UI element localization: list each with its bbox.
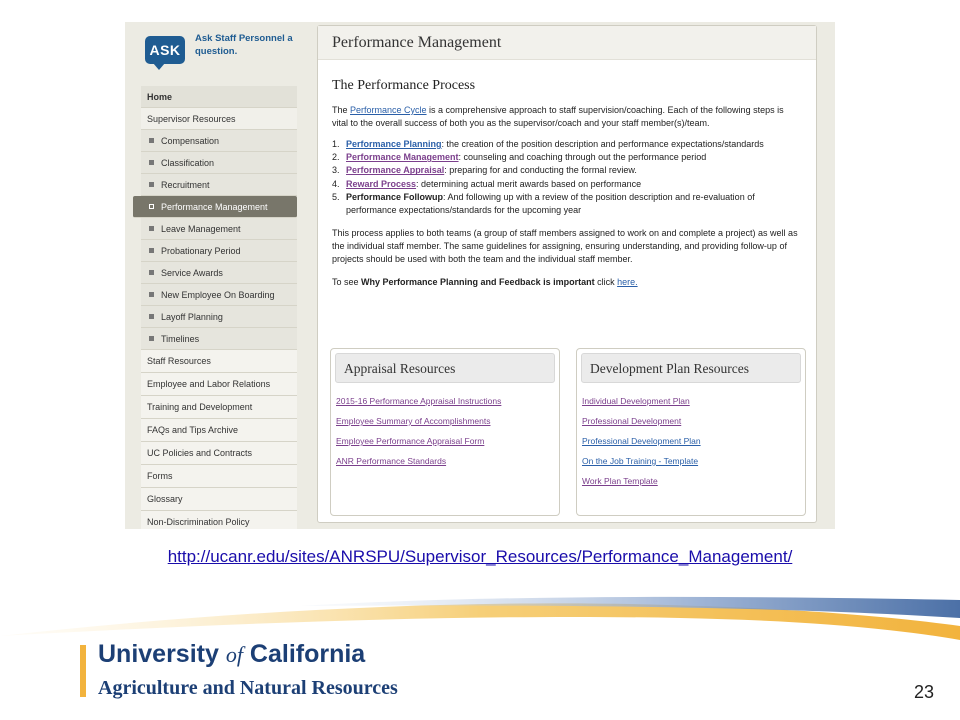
reward-process-link[interactable]: Reward Process <box>346 178 417 189</box>
nav-item-forms[interactable]: Forms <box>141 465 297 488</box>
uc-title-pre: University <box>98 640 226 668</box>
nav-item-label: Layoff Planning <box>161 312 223 322</box>
step-number: 4. <box>332 178 340 189</box>
intro-paragraph <box>332 104 802 130</box>
list-item <box>332 138 802 151</box>
university-of-california-logo <box>98 640 365 669</box>
bullet-icon <box>149 204 154 209</box>
nav-item-supervisor-resources[interactable]: Supervisor Resources <box>141 108 297 130</box>
nav-item-faqs-tips-archive[interactable]: FAQs and Tips Archive <box>141 419 297 442</box>
uc-title-post: California <box>242 640 366 668</box>
nav-item-uc-policies-contracts[interactable]: UC Policies and Contracts <box>141 442 297 465</box>
nav-item-classification[interactable] <box>141 152 297 174</box>
nav-item-timelines[interactable] <box>141 328 297 350</box>
bullet-icon <box>149 248 154 253</box>
uc-logo-bar <box>80 645 86 697</box>
step-text: : counseling and coaching through out the performance period <box>458 152 707 163</box>
here-link[interactable]: here. <box>617 277 638 288</box>
bullet-icon <box>149 336 154 341</box>
see-bold: Why Performance Planning and Feedback is important <box>361 277 595 288</box>
intro-pre: The <box>332 105 351 115</box>
nav-item-performance-management[interactable] <box>133 196 297 218</box>
individual-development-plan-link[interactable]: Individual Development Plan <box>582 396 690 406</box>
intro-post: is a comprehensive approach to staff supervision/coaching. Each of the following steps is vital to the overall success of both you as the supervisor/coach and your staff member(s)/team. <box>332 105 784 128</box>
anr-performance-standards-link[interactable]: ANR Performance Standards <box>336 456 447 466</box>
performance-planning-link[interactable]: Performance Planning <box>346 139 442 149</box>
list-item <box>332 178 802 191</box>
teams-paragraph: This process applies to both teams (a group of staff members assigned to work on and complete a project) as well as the individual staff member. The same guidelines for assigning, ensuring understanding, and providing follow-up of projects should be used with both the team and the individual staff member. <box>332 228 798 265</box>
ask-text: Ask Staff Personnel a question. <box>195 33 293 57</box>
see-paragraph <box>332 276 802 289</box>
agriculture-natural-resources-label: Agriculture and Natural Resources <box>98 677 398 699</box>
bullet-icon <box>149 292 154 297</box>
step-text: : determining actual merit awards based on performance <box>416 178 642 189</box>
nav-item-probationary-period[interactable] <box>141 240 297 262</box>
list-item <box>332 191 802 217</box>
appraisal-instructions-link[interactable]: 2015-16 Performance Appraisal Instructions <box>336 396 502 406</box>
nav-item-employee-labor-relations[interactable]: Employee and Labor Relations <box>141 373 297 396</box>
page-number: 23 <box>913 682 934 702</box>
nav-item-layoff-planning[interactable] <box>141 306 297 328</box>
nav-item-leave-management[interactable] <box>141 218 297 240</box>
bullet-icon <box>149 226 154 231</box>
nav-item-label: Probationary Period <box>161 246 241 256</box>
list-item <box>332 151 802 164</box>
step-number: 3. <box>332 165 340 176</box>
nav-item-non-discrimination-policy[interactable]: Non-Discrimination Policy <box>141 511 297 529</box>
development-plan-resources-title: Development Plan Resources <box>581 353 801 383</box>
list-item <box>332 164 802 177</box>
page-title: Performance Management <box>318 26 816 60</box>
appraisal-resources-box <box>330 348 560 516</box>
professional-development-link[interactable]: Professional Development <box>582 416 682 426</box>
on-the-job-training-link[interactable]: On the Job Training - Template <box>582 456 699 466</box>
source-url-link[interactable]: http://ucanr.edu/sites/ANRSPU/Supervisor_Resources/Performance_Management/ <box>167 547 793 566</box>
ask-badge-icon: ASK <box>145 36 185 64</box>
development-links <box>582 391 805 491</box>
step-text: : preparing for and conducting the formal review. <box>444 165 637 176</box>
ask-staff-personnel-link[interactable] <box>145 32 315 72</box>
nav-item-training-development[interactable]: Training and Development <box>141 396 297 419</box>
bullet-icon <box>149 182 154 187</box>
nav-item-label: Service Awards <box>161 268 223 278</box>
performance-management-link[interactable]: Performance Management <box>346 152 459 163</box>
step-text: : the creation of the position description and performance expectations/standards <box>441 139 764 149</box>
resource-boxes <box>330 348 808 516</box>
performance-followup-label: Performance Followup <box>346 191 444 202</box>
step-text: : And following up with a review of the position description and re-evaluation of performance expectations/standards for the upcoming year <box>346 191 755 216</box>
bullet-icon <box>149 160 154 165</box>
nav-item-label: Performance Management <box>161 202 268 212</box>
bullet-icon <box>149 138 154 143</box>
sidebar <box>137 22 312 529</box>
nav-item-label: Classification <box>161 158 215 168</box>
nav-item-label: Leave Management <box>161 224 241 234</box>
nav-item-label: New Employee On Boarding <box>161 290 275 300</box>
nav-item-label: Compensation <box>161 136 220 146</box>
sidebar-nav <box>141 86 297 529</box>
see-pre: To see <box>332 277 362 288</box>
nav-item-recruitment[interactable] <box>141 174 297 196</box>
step-number: 5. <box>332 191 340 202</box>
development-plan-resources-box <box>576 348 806 516</box>
webpage-screenshot <box>125 22 835 529</box>
nav-item-compensation[interactable] <box>141 130 297 152</box>
appraisal-links <box>336 391 559 471</box>
nav-item-home[interactable]: Home <box>141 86 297 108</box>
see-mid: click <box>594 277 618 288</box>
uc-title-of: of <box>225 642 243 667</box>
bullet-icon <box>149 314 154 319</box>
appraisal-form-link[interactable]: Employee Performance Appraisal Form <box>336 436 485 446</box>
step-number: 2. <box>332 152 340 163</box>
steps-list <box>332 138 802 217</box>
step-number: 1. <box>332 139 340 149</box>
nav-item-label: Recruitment <box>161 180 210 190</box>
main-content <box>317 25 817 523</box>
nav-item-label: Timelines <box>161 334 200 344</box>
nav-item-service-awards[interactable] <box>141 262 297 284</box>
appraisal-resources-title: Appraisal Resources <box>335 353 555 383</box>
nav-item-new-employee-on-boarding[interactable] <box>141 284 297 306</box>
professional-development-plan-link[interactable]: Professional Development Plan <box>582 436 701 446</box>
section-title: The Performance Process <box>332 78 476 93</box>
performance-cycle-link[interactable]: Performance Cycle <box>350 105 427 115</box>
work-plan-template-link[interactable]: Work Plan Template <box>582 476 658 486</box>
bullet-icon <box>149 270 154 275</box>
summary-of-accomplishments-link[interactable]: Employee Summary of Accomplishments <box>336 416 491 426</box>
nav-item-glossary[interactable]: Glossary <box>141 488 297 511</box>
performance-appraisal-link[interactable]: Performance Appraisal <box>346 165 445 176</box>
nav-item-staff-resources[interactable]: Staff Resources <box>141 350 297 373</box>
